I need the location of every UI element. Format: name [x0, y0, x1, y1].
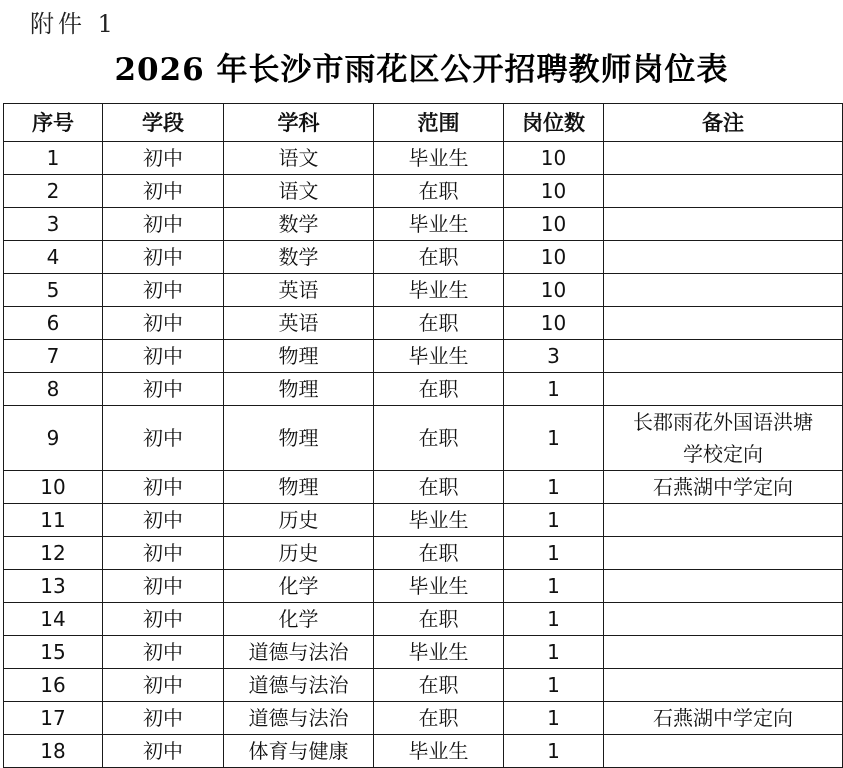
- cell-subject: 语文: [224, 142, 374, 175]
- cell-scope: 在职: [374, 603, 504, 636]
- table-row: [4, 636, 843, 669]
- header-note: 备注: [604, 104, 843, 142]
- positions-table: [3, 103, 843, 768]
- cell-stage: 初中: [103, 702, 224, 735]
- table-row: [4, 340, 843, 373]
- header-stage: 学段: [103, 104, 224, 142]
- cell-count: 1: [504, 702, 604, 735]
- cell-count: 10: [504, 175, 604, 208]
- table-row: [4, 702, 843, 735]
- table-row: [4, 307, 843, 340]
- cell-note-text: 石燕湖中学定向: [653, 475, 793, 499]
- table-row: [4, 175, 843, 208]
- cell-scope: 在职: [374, 537, 504, 570]
- cell-count: 1: [504, 373, 604, 406]
- cell-no: 9: [4, 406, 103, 471]
- header-subject: 学科: [224, 104, 374, 142]
- cell-subject: 英语: [224, 307, 374, 340]
- cell-no: 8: [4, 373, 103, 406]
- cell-scope: 毕业生: [374, 570, 504, 603]
- cell-count: 3: [504, 340, 604, 373]
- table-row: [4, 603, 843, 636]
- cell-no: 18: [4, 735, 103, 768]
- cell-stage: 初中: [103, 570, 224, 603]
- cell-scope: 毕业生: [374, 636, 504, 669]
- table-row: [4, 570, 843, 603]
- cell-count: 10: [504, 241, 604, 274]
- cell-stage: 初中: [103, 373, 224, 406]
- cell-scope: 在职: [374, 406, 504, 471]
- cell-stage: 初中: [103, 504, 224, 537]
- cell-subject: 道德与法治: [224, 636, 374, 669]
- cell-stage: 初中: [103, 406, 224, 471]
- cell-count: 1: [504, 504, 604, 537]
- cell-no: 14: [4, 603, 103, 636]
- cell-no: 5: [4, 274, 103, 307]
- cell-scope: 毕业生: [374, 340, 504, 373]
- cell-subject: 道德与法治: [224, 702, 374, 735]
- cell-stage: 初中: [103, 142, 224, 175]
- header-count: 岗位数: [504, 104, 604, 142]
- page-title: 2026 年长沙市雨花区公开招聘教师岗位表: [114, 52, 729, 88]
- cell-subject: 语文: [224, 175, 374, 208]
- cell-subject: 物理: [224, 373, 374, 406]
- cell-no: 6: [4, 307, 103, 340]
- cell-no: 3: [4, 208, 103, 241]
- cell-no: 13: [4, 570, 103, 603]
- cell-count: 10: [504, 142, 604, 175]
- cell-note: [604, 735, 843, 768]
- cell-no: 15: [4, 636, 103, 669]
- cell-subject: 历史: [224, 537, 374, 570]
- cell-scope: 在职: [374, 669, 504, 702]
- cell-note: [604, 274, 843, 307]
- cell-note-line: 长郡雨花外国语洪塘: [633, 410, 813, 434]
- cell-subject: 数学: [224, 241, 374, 274]
- cell-count: 1: [504, 537, 604, 570]
- cell-no: 12: [4, 537, 103, 570]
- cell-note: [604, 636, 843, 669]
- cell-stage: 初中: [103, 274, 224, 307]
- table-row: [4, 241, 843, 274]
- cell-note: [604, 340, 843, 373]
- table-row: [4, 537, 843, 570]
- cell-no: 16: [4, 669, 103, 702]
- table-header-row: [4, 104, 843, 142]
- cell-no: 2: [4, 175, 103, 208]
- cell-note: [604, 142, 843, 175]
- cell-subject: 历史: [224, 504, 374, 537]
- cell-count: 1: [504, 669, 604, 702]
- cell-stage: 初中: [103, 241, 224, 274]
- cell-stage: 初中: [103, 537, 224, 570]
- cell-subject: 物理: [224, 471, 374, 504]
- cell-stage: 初中: [103, 471, 224, 504]
- cell-scope: 毕业生: [374, 274, 504, 307]
- cell-note: [604, 373, 843, 406]
- cell-note: [604, 241, 843, 274]
- table-row: [4, 669, 843, 702]
- table-row: [4, 142, 843, 175]
- cell-scope: 毕业生: [374, 142, 504, 175]
- cell-note: [604, 537, 843, 570]
- cell-subject: 物理: [224, 340, 374, 373]
- cell-count: 10: [504, 307, 604, 340]
- cell-count: 1: [504, 570, 604, 603]
- cell-no: 17: [4, 702, 103, 735]
- cell-subject: 物理: [224, 406, 374, 471]
- cell-subject: 化学: [224, 570, 374, 603]
- cell-note: [604, 406, 843, 471]
- cell-count: 1: [504, 406, 604, 471]
- header-scope: 范围: [374, 104, 504, 142]
- cell-subject: 道德与法治: [224, 669, 374, 702]
- cell-subject: 英语: [224, 274, 374, 307]
- cell-scope: 毕业生: [374, 504, 504, 537]
- cell-note-line: 学校定向: [683, 442, 763, 466]
- table-body: [4, 142, 843, 768]
- table-row: [4, 373, 843, 406]
- cell-note: [604, 603, 843, 636]
- cell-subject: 数学: [224, 208, 374, 241]
- cell-no: 4: [4, 241, 103, 274]
- cell-subject: 化学: [224, 603, 374, 636]
- cell-note: [604, 702, 843, 735]
- cell-note: [604, 471, 843, 504]
- cell-scope: 毕业生: [374, 208, 504, 241]
- cell-no: 7: [4, 340, 103, 373]
- cell-note: [604, 307, 843, 340]
- cell-count: 1: [504, 735, 604, 768]
- cell-scope: 在职: [374, 702, 504, 735]
- cell-no: 11: [4, 504, 103, 537]
- cell-note-text: 石燕湖中学定向: [653, 706, 793, 730]
- attachment-label: 附件 1: [30, 10, 117, 38]
- table-row: [4, 274, 843, 307]
- cell-note: [604, 570, 843, 603]
- cell-subject: 体育与健康: [224, 735, 374, 768]
- cell-stage: 初中: [103, 669, 224, 702]
- cell-stage: 初中: [103, 603, 224, 636]
- table-row: [4, 406, 843, 471]
- cell-note: [604, 175, 843, 208]
- table-row: [4, 471, 843, 504]
- cell-stage: 初中: [103, 307, 224, 340]
- cell-stage: 初中: [103, 735, 224, 768]
- cell-count: 1: [504, 603, 604, 636]
- cell-note-text: [633, 410, 813, 466]
- cell-no: 1: [4, 142, 103, 175]
- cell-note: [604, 208, 843, 241]
- cell-scope: 在职: [374, 307, 504, 340]
- table-row: [4, 504, 843, 537]
- cell-scope: 在职: [374, 241, 504, 274]
- cell-stage: 初中: [103, 636, 224, 669]
- table-row: [4, 208, 843, 241]
- cell-scope: 在职: [374, 175, 504, 208]
- header-no: 序号: [4, 104, 103, 142]
- cell-note: [604, 504, 843, 537]
- cell-note: [604, 669, 843, 702]
- cell-no: 10: [4, 471, 103, 504]
- cell-stage: 初中: [103, 340, 224, 373]
- cell-stage: 初中: [103, 175, 224, 208]
- cell-scope: 毕业生: [374, 735, 504, 768]
- cell-scope: 在职: [374, 471, 504, 504]
- cell-count: 1: [504, 471, 604, 504]
- cell-count: 1: [504, 636, 604, 669]
- cell-stage: 初中: [103, 208, 224, 241]
- cell-count: 10: [504, 208, 604, 241]
- cell-count: 10: [504, 274, 604, 307]
- cell-scope: 在职: [374, 373, 504, 406]
- table-row: [4, 735, 843, 768]
